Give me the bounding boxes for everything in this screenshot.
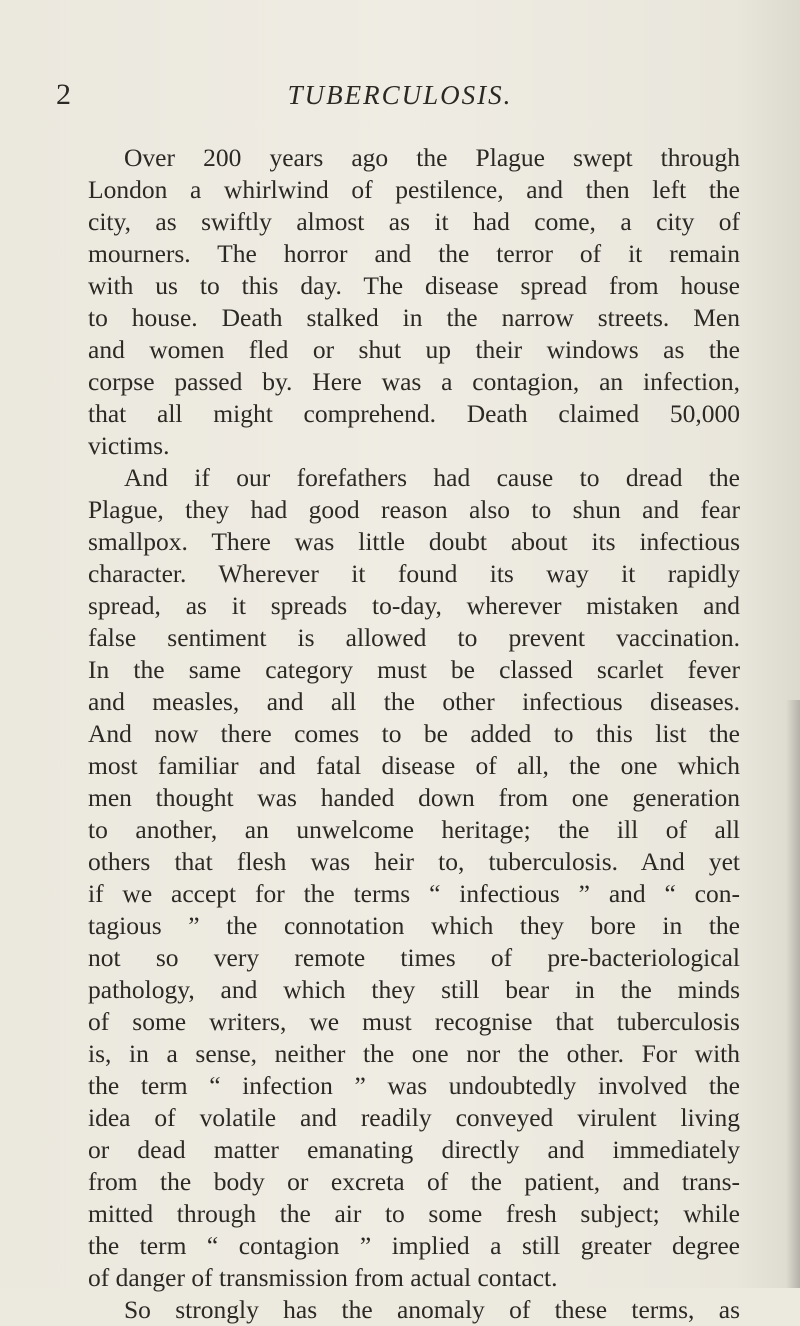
text-line: pathology, and which they still bear in the minds bbox=[88, 975, 740, 1004]
running-head bbox=[0, 78, 800, 118]
text-line: most familiar and fatal disease of all, the one which bbox=[88, 751, 740, 780]
text-line: tagious ” the connotation which they bore in the bbox=[88, 911, 740, 940]
text-line: Over 200 years ago the Plague swept through bbox=[124, 143, 740, 172]
text-line: to another, an unwelcome heritage; the ill of all bbox=[88, 815, 740, 844]
text-line: London a whirlwind of pestilence, and then left the bbox=[88, 175, 740, 204]
text-line: And now there comes to be added to this list the bbox=[88, 719, 740, 748]
text-line: of some writers, we must recognise that tuberculosis bbox=[88, 1007, 740, 1036]
text-line: mourners. The horror and the terror of it remain bbox=[88, 239, 740, 268]
text-line: from the body or excreta of the patient, and trans- bbox=[88, 1167, 740, 1196]
text-line: mitted through the air to some fresh subject; while bbox=[88, 1199, 740, 1228]
text-line: the term “ infection ” was undoubtedly involved the bbox=[88, 1071, 740, 1100]
text-line: others that flesh was heir to, tuberculosis. And yet bbox=[88, 847, 740, 876]
text-line: city, as swiftly almost as it had come, a city of bbox=[88, 207, 740, 236]
page-edge-shadow bbox=[786, 700, 800, 1288]
text-line: with us to this day. The disease spread from house bbox=[88, 271, 740, 300]
text-line: character. Wherever it found its way it rapidly bbox=[88, 559, 740, 588]
body-text bbox=[88, 142, 740, 1326]
text-line: false sentiment is allowed to prevent vaccination. bbox=[88, 623, 740, 652]
text-line: corpse passed by. Here was a contagion, an infection, bbox=[88, 367, 740, 396]
text-line: of danger of transmission from actual contact. bbox=[88, 1263, 558, 1292]
text-line: that all might comprehend. Death claimed 50,000 bbox=[88, 399, 740, 428]
header-title: TUBERCULOSIS. bbox=[287, 80, 513, 110]
text-line: In the same category must be classed scarlet fever bbox=[88, 655, 740, 684]
text-line: Plague, they had good reason also to shun and fear bbox=[88, 495, 740, 524]
text-line: So strongly has the anomaly of these terms, as bbox=[124, 1295, 740, 1324]
page-number: 2 bbox=[56, 78, 71, 111]
text-line: if we accept for the terms “ infectious ” and “ con- bbox=[88, 879, 740, 908]
text-line: not so very remote times of pre-bacteriological bbox=[88, 943, 740, 972]
text-line: smallpox. There was little doubt about its infectious bbox=[88, 527, 740, 556]
text-line: idea of volatile and readily conveyed virulent living bbox=[88, 1103, 740, 1132]
text-line: and measles, and all the other infectious diseases. bbox=[88, 687, 740, 716]
text-line: the term “ contagion ” implied a still greater degree bbox=[88, 1231, 740, 1260]
text-line: to house. Death stalked in the narrow streets. Men bbox=[88, 303, 740, 332]
text-line: and women fled or shut up their windows as the bbox=[88, 335, 740, 364]
text-line: victims. bbox=[88, 431, 170, 460]
text-line: And if our forefathers had cause to dread the bbox=[124, 463, 740, 492]
text-line: is, in a sense, neither the one nor the other. For with bbox=[88, 1039, 740, 1068]
text-line: men thought was handed down from one generation bbox=[88, 783, 740, 812]
text-line: spread, as it spreads to-day, wherever mistaken and bbox=[88, 591, 740, 620]
text-line: or dead matter emanating directly and immediately bbox=[88, 1135, 740, 1164]
